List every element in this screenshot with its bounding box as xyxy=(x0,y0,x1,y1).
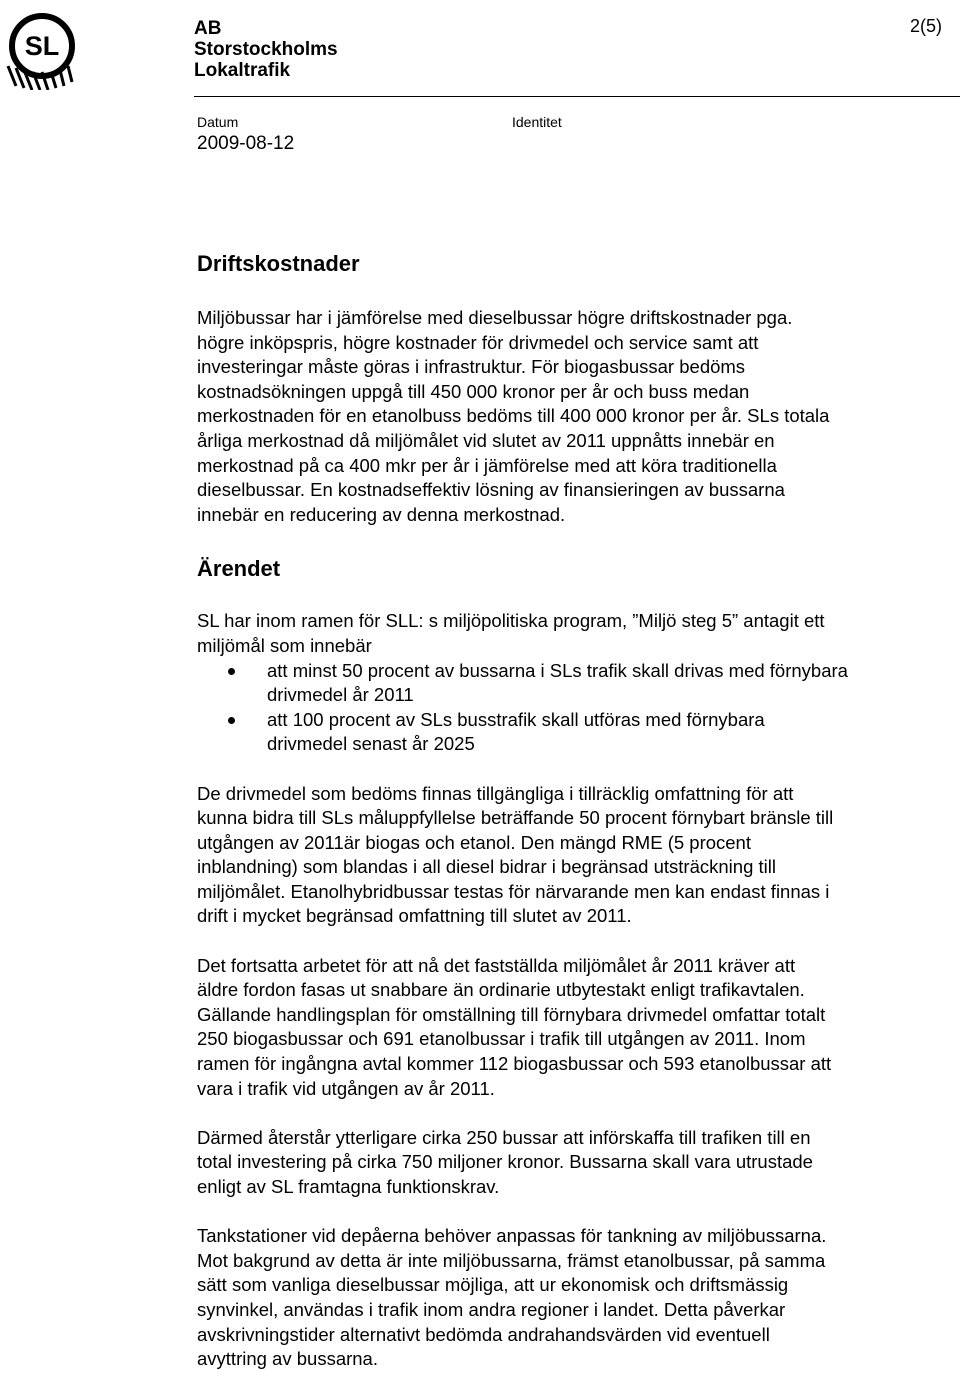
text-line: innebär en reducering av denna merkostnad. xyxy=(197,503,566,525)
header-divider xyxy=(194,96,960,97)
text-line: Miljöbussar har i jämförelse med dieselbussar högre driftskostnader pga. xyxy=(197,307,793,328)
org-line: Lokaltrafik xyxy=(194,60,291,81)
text-line: kostnadsökningen uppgå till 450 000 kronor per år och buss medan xyxy=(197,380,750,402)
paragraph xyxy=(197,1126,947,1200)
list-item xyxy=(197,659,947,708)
text-line: miljömålet. Etanolhybridbussar testas för närvarande men kan endast finnas i xyxy=(197,880,830,902)
paragraph xyxy=(197,306,947,527)
text-line: drift i mycket begränsad omfattning till slutet av 2011. xyxy=(197,905,632,927)
paragraph xyxy=(197,954,947,1102)
text-line: total investering på cirka 750 miljoner kronor. Bussarna skall vara utrustade xyxy=(197,1151,813,1173)
bullet-icon xyxy=(228,717,235,724)
text-line: ramen för ingångna avtal kommer 112 biogasbussar och 593 etanolbussar att xyxy=(197,1053,832,1075)
text-line: SL har inom ramen för SLL: s miljöpolitiska program, ”Miljö steg 5” antagit ett xyxy=(197,610,825,632)
text-line: drivmedel senast år 2025 xyxy=(267,733,475,755)
bullet-icon xyxy=(228,668,235,675)
text-line: årliga merkostnad då miljömålet vid slutet av 2011 uppnåtts innebär en xyxy=(197,429,775,451)
text-line: Tankstationer vid depåerna behöver anpassas för tankning av miljöbussarna. xyxy=(197,1225,827,1247)
text-line: enligt av SL framtagna funktionskrav. xyxy=(197,1176,500,1197)
text-line: De drivmedel som bedöms finnas tillgängliga i tillräcklig omfattning för att xyxy=(197,782,794,804)
text-line: Det fortsatta arbetet för att nå det fastställda miljömålet år 2011 kräver att xyxy=(197,954,796,976)
paragraph xyxy=(197,1224,947,1372)
text-line: Gällande handlingsplan för omställning till förnybara drivmedel omfattar totalt xyxy=(197,1003,826,1025)
organization-name xyxy=(194,18,338,81)
text-line: att 100 procent av SLs busstrafik skall utföras med förnybara xyxy=(267,708,765,730)
sl-logo xyxy=(2,10,84,90)
text-line: miljömål som innebär xyxy=(197,634,372,656)
identity-label: Identitet xyxy=(512,114,562,130)
text-line: synvinkel, användas i trafik inom andra regioner i landet. Detta påverkar xyxy=(197,1298,786,1320)
page-number: 2(5) xyxy=(909,16,942,36)
text-line: äldre fordon fasas ut snabbare än ordinarie utbytestakt enligt trafikavtalen. xyxy=(197,979,805,1001)
text-line: sätt som vanliga dieselbussar möjliga, att ur ekonomisk och driftsmässig xyxy=(197,1274,789,1296)
text-line: vara i trafik vid utgången av år 2011. xyxy=(197,1077,495,1099)
text-line: högre inköpspris, högre kostnader för drivmedel och service samt att xyxy=(197,331,759,353)
date-value: 2009-08-12 xyxy=(197,133,295,154)
text-line: drivmedel år 2011 xyxy=(267,684,414,706)
text-line: inblandning) som blandas i all diesel bidrar i begränsad utsträckning till xyxy=(197,856,776,878)
bullet-list xyxy=(197,659,947,757)
text-line: avyttring av bussarna. xyxy=(197,1348,378,1370)
logo-text: SL xyxy=(24,31,60,61)
text-line: investeringar måste göras i infrastruktur. För biogasbussar bedöms xyxy=(197,356,746,378)
org-line: Storstockholms xyxy=(194,39,338,60)
text-line: Därmed återstår ytterligare cirka 250 bussar att införskaffa till trafiken till en xyxy=(197,1126,811,1148)
list-item xyxy=(197,708,947,757)
org-line: AB xyxy=(194,18,222,39)
text-line: avskrivningstider alternativt bedömda andrahandsvärden vid eventuell xyxy=(197,1323,770,1345)
text-line: merkostnad på ca 400 mkr per år i jämförelse med att köra traditionella xyxy=(197,454,777,476)
document-body xyxy=(197,250,947,1372)
section-heading-driftskostnader: Driftskostnader xyxy=(197,251,360,276)
text-line: utgången av 2011är biogas och etanol. Den mängd RME (5 procent xyxy=(197,831,751,853)
section-heading-arendet: Ärendet xyxy=(197,556,281,582)
date-label: Datum xyxy=(197,114,239,130)
text-line: kunna bidra till SLs måluppfyllelse beträffande 50 procent förnybart bränsle till xyxy=(197,807,834,829)
text-line: att minst 50 procent av bussarna i SLs trafik skall drivas med förnybara xyxy=(267,659,848,681)
text-line: dieselbussar. En kostnadseffektiv lösning av finansieringen av bussarna xyxy=(197,479,785,501)
text-line: Mot bakgrund av detta är inte miljöbussarna, främst etanolbussar, på samma xyxy=(197,1249,826,1271)
text-line: 250 biogasbussar och 691 etanolbussar i trafik till utgången av 2011. Inom xyxy=(197,1028,806,1050)
paragraph xyxy=(197,782,947,930)
text-line: merkostnaden för en etanolbuss bedöms till 400 000 kronor per år. SLs totala xyxy=(197,405,830,427)
paragraph xyxy=(197,609,947,658)
